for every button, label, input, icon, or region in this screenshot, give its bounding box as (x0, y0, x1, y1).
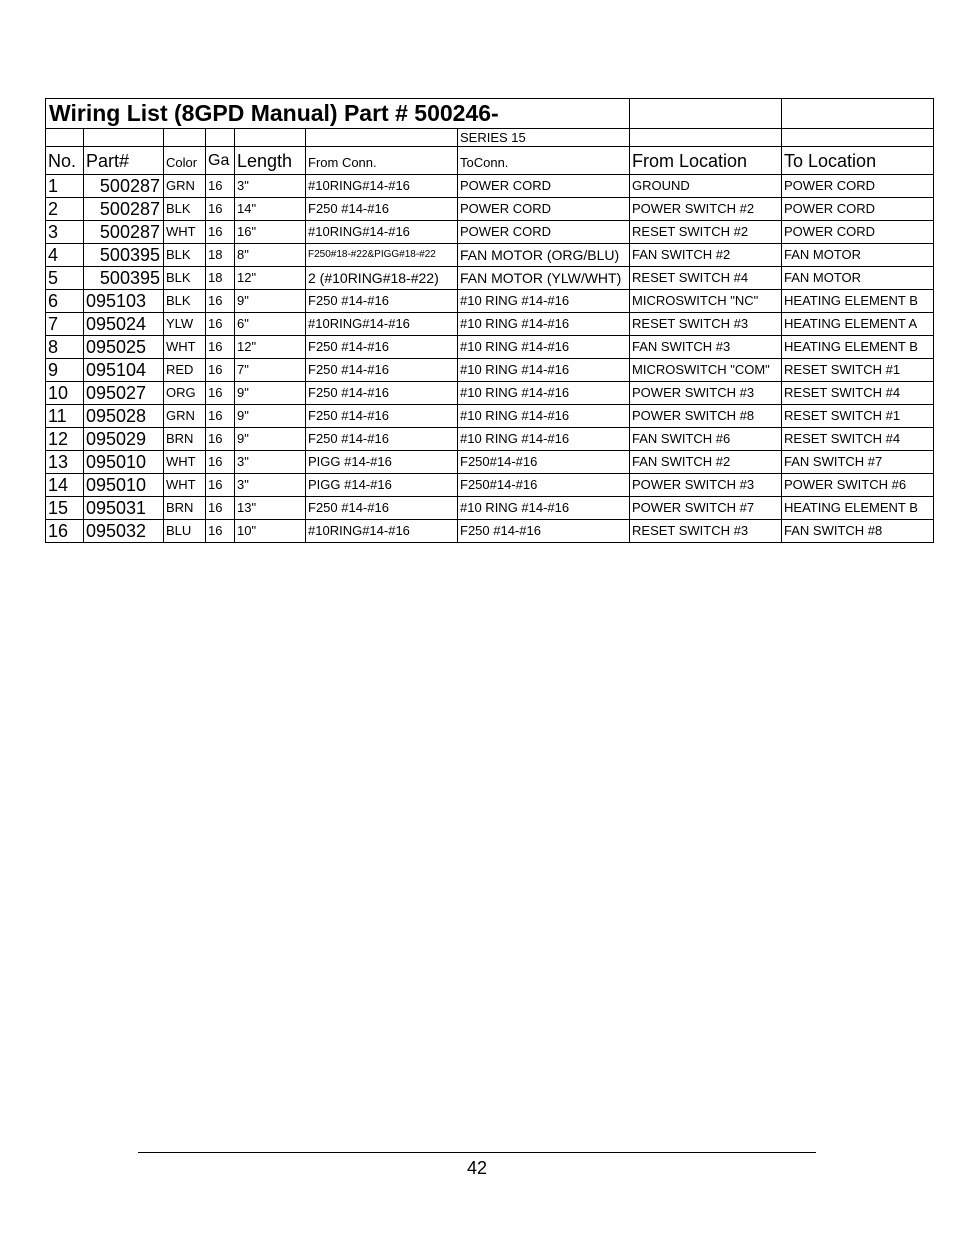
cell-no: 16 (46, 520, 84, 543)
cell-ga: 16 (206, 336, 235, 359)
table-row (46, 405, 934, 428)
wiring-list-table (45, 98, 934, 543)
table-row (46, 175, 934, 198)
cell-no: 5 (46, 267, 84, 290)
cell-length: 7" (235, 359, 306, 382)
cell-to-conn: #10 RING #14-#16 (458, 497, 630, 520)
cell-ga: 16 (206, 313, 235, 336)
cell-color: YLW (164, 313, 206, 336)
cell-color: ORG (164, 382, 206, 405)
cell-to-conn: F250#14-#16 (458, 451, 630, 474)
cell-from-location: FAN SWITCH #6 (630, 428, 782, 451)
cell-from-location: RESET SWITCH #2 (630, 221, 782, 244)
cell-to-location: FAN SWITCH #8 (782, 520, 934, 543)
cell-part: 095029 (84, 428, 164, 451)
cell-part: 095032 (84, 520, 164, 543)
cell-part: 095010 (84, 474, 164, 497)
cell-no: 3 (46, 221, 84, 244)
table-row (46, 474, 934, 497)
cell-length: 14" (235, 198, 306, 221)
cell-ga: 16 (206, 474, 235, 497)
empty-cell (164, 129, 206, 147)
cell-ga: 18 (206, 244, 235, 267)
cell-part: 095103 (84, 290, 164, 313)
cell-no: 8 (46, 336, 84, 359)
cell-no: 7 (46, 313, 84, 336)
cell-from-conn: F250 #14-#16 (306, 497, 458, 520)
cell-color: WHT (164, 221, 206, 244)
cell-from-location: MICROSWITCH "COM" (630, 359, 782, 382)
cell-length: 9" (235, 290, 306, 313)
cell-to-conn: F250#14-#16 (458, 474, 630, 497)
cell-to-location: POWER CORD (782, 175, 934, 198)
cell-from-location: MICROSWITCH "NC" (630, 290, 782, 313)
table-row (46, 451, 934, 474)
table-row (46, 382, 934, 405)
cell-part: 095024 (84, 313, 164, 336)
cell-from-location: RESET SWITCH #3 (630, 313, 782, 336)
cell-length: 10" (235, 520, 306, 543)
cell-to-conn: #10 RING #14-#16 (458, 405, 630, 428)
cell-from-conn: F250 #14-#16 (306, 198, 458, 221)
cell-ga: 16 (206, 359, 235, 382)
cell-length: 9" (235, 428, 306, 451)
empty-cell (84, 129, 164, 147)
cell-no: 1 (46, 175, 84, 198)
cell-color: WHT (164, 336, 206, 359)
cell-to-location: RESET SWITCH #1 (782, 405, 934, 428)
cell-from-conn: F250 #14-#16 (306, 336, 458, 359)
cell-to-location: HEATING ELEMENT B (782, 336, 934, 359)
cell-from-conn: F250 #14-#16 (306, 428, 458, 451)
cell-from-conn: #10RING#14-#16 (306, 175, 458, 198)
cell-from-location: POWER SWITCH #2 (630, 198, 782, 221)
cell-color: BLK (164, 267, 206, 290)
empty-cell (306, 129, 458, 147)
header-length: Length (235, 147, 306, 175)
cell-length: 13" (235, 497, 306, 520)
cell-no: 10 (46, 382, 84, 405)
cell-color: RED (164, 359, 206, 382)
cell-ga: 16 (206, 520, 235, 543)
cell-to-conn: F250 #14-#16 (458, 520, 630, 543)
header-to-location: To Location (782, 147, 934, 175)
cell-part: 500287 (84, 198, 164, 221)
table-title: Wiring List (8GPD Manual) Part # 500246- (46, 99, 630, 129)
cell-length: 9" (235, 382, 306, 405)
footer-rule (138, 1152, 816, 1153)
cell-length: 12" (235, 336, 306, 359)
table-row (46, 244, 934, 267)
cell-from-conn: F250 #14-#16 (306, 405, 458, 428)
cell-from-conn: F250 #14-#16 (306, 290, 458, 313)
cell-to-location: POWER SWITCH #6 (782, 474, 934, 497)
cell-part: 500287 (84, 221, 164, 244)
cell-to-location: POWER CORD (782, 198, 934, 221)
table-row (46, 520, 934, 543)
header-no: No. (46, 147, 84, 175)
cell-from-location: POWER SWITCH #7 (630, 497, 782, 520)
cell-color: WHT (164, 474, 206, 497)
cell-to-location: RESET SWITCH #1 (782, 359, 934, 382)
cell-ga: 16 (206, 428, 235, 451)
cell-no: 14 (46, 474, 84, 497)
cell-no: 13 (46, 451, 84, 474)
header-from-conn: From Conn. (306, 147, 458, 175)
table-row (46, 497, 934, 520)
cell-ga: 16 (206, 290, 235, 313)
cell-part: 095104 (84, 359, 164, 382)
cell-to-conn: #10 RING #14-#16 (458, 313, 630, 336)
cell-from-conn: 2 (#10RING#18-#22) (306, 267, 458, 290)
cell-length: 12" (235, 267, 306, 290)
cell-part: 500287 (84, 175, 164, 198)
cell-to-location: POWER CORD (782, 221, 934, 244)
cell-from-conn: #10RING#14-#16 (306, 313, 458, 336)
cell-color: BRN (164, 428, 206, 451)
table-row (46, 290, 934, 313)
cell-from-location: RESET SWITCH #4 (630, 267, 782, 290)
cell-to-location: HEATING ELEMENT B (782, 497, 934, 520)
cell-part: 095028 (84, 405, 164, 428)
cell-ga: 16 (206, 451, 235, 474)
cell-color: BLK (164, 244, 206, 267)
cell-ga: 16 (206, 221, 235, 244)
table-row (46, 336, 934, 359)
cell-to-location: HEATING ELEMENT B (782, 290, 934, 313)
cell-to-conn: POWER CORD (458, 175, 630, 198)
empty-cell (782, 129, 934, 147)
cell-color: GRN (164, 405, 206, 428)
cell-length: 16" (235, 221, 306, 244)
empty-cell (630, 99, 782, 129)
header-ga: Ga (206, 147, 235, 175)
cell-ga: 16 (206, 405, 235, 428)
cell-no: 9 (46, 359, 84, 382)
cell-length: 6" (235, 313, 306, 336)
empty-cell (206, 129, 235, 147)
cell-to-conn: #10 RING #14-#16 (458, 336, 630, 359)
cell-to-location: HEATING ELEMENT A (782, 313, 934, 336)
cell-from-location: POWER SWITCH #8 (630, 405, 782, 428)
cell-from-conn: PIGG #14-#16 (306, 474, 458, 497)
cell-no: 6 (46, 290, 84, 313)
cell-length: 3" (235, 175, 306, 198)
cell-from-conn: F250#18-#22&PIGG#18-#22 (306, 244, 458, 267)
header-from-location: From Location (630, 147, 782, 175)
cell-from-location: FAN SWITCH #2 (630, 451, 782, 474)
cell-color: WHT (164, 451, 206, 474)
cell-length: 3" (235, 474, 306, 497)
cell-ga: 16 (206, 198, 235, 221)
cell-length: 9" (235, 405, 306, 428)
cell-from-location: RESET SWITCH #3 (630, 520, 782, 543)
cell-to-conn: POWER CORD (458, 198, 630, 221)
cell-no: 15 (46, 497, 84, 520)
cell-ga: 18 (206, 267, 235, 290)
cell-to-conn: #10 RING #14-#16 (458, 359, 630, 382)
cell-color: BRN (164, 497, 206, 520)
cell-from-conn: #10RING#14-#16 (306, 221, 458, 244)
cell-to-conn: POWER CORD (458, 221, 630, 244)
cell-from-location: FAN SWITCH #3 (630, 336, 782, 359)
cell-from-conn: PIGG #14-#16 (306, 451, 458, 474)
page-number: 42 (466, 1158, 488, 1178)
header-part: Part# (84, 147, 164, 175)
cell-no: 12 (46, 428, 84, 451)
cell-to-location: FAN SWITCH #7 (782, 451, 934, 474)
cell-to-location: RESET SWITCH #4 (782, 382, 934, 405)
cell-no: 2 (46, 198, 84, 221)
header-row (46, 147, 934, 175)
cell-part: 095025 (84, 336, 164, 359)
table-row (46, 359, 934, 382)
empty-cell (46, 129, 84, 147)
cell-part: 500395 (84, 244, 164, 267)
series-label: SERIES 15 (458, 129, 630, 147)
cell-from-conn: F250 #14-#16 (306, 359, 458, 382)
header-to-conn: ToConn. (458, 147, 630, 175)
data-rows (46, 175, 934, 543)
cell-from-location: POWER SWITCH #3 (630, 382, 782, 405)
table-row (46, 221, 934, 244)
table-row (46, 313, 934, 336)
cell-ga: 16 (206, 175, 235, 198)
table-row (46, 198, 934, 221)
cell-ga: 16 (206, 497, 235, 520)
cell-no: 4 (46, 244, 84, 267)
cell-to-conn: FAN MOTOR (YLW/WHT) (458, 267, 630, 290)
empty-cell (630, 129, 782, 147)
cell-to-location: FAN MOTOR (782, 244, 934, 267)
header-color: Color (164, 147, 206, 175)
table-row (46, 428, 934, 451)
cell-to-conn: FAN MOTOR (ORG/BLU) (458, 244, 630, 267)
cell-from-location: GROUND (630, 175, 782, 198)
title-row (46, 99, 934, 129)
cell-color: BLU (164, 520, 206, 543)
cell-to-conn: #10 RING #14-#16 (458, 382, 630, 405)
cell-part: 500395 (84, 267, 164, 290)
cell-length: 8" (235, 244, 306, 267)
cell-color: BLK (164, 198, 206, 221)
cell-part: 095027 (84, 382, 164, 405)
cell-color: GRN (164, 175, 206, 198)
cell-to-location: FAN MOTOR (782, 267, 934, 290)
cell-from-location: FAN SWITCH #2 (630, 244, 782, 267)
cell-part: 095010 (84, 451, 164, 474)
cell-no: 11 (46, 405, 84, 428)
cell-from-conn: F250 #14-#16 (306, 382, 458, 405)
series-row (46, 129, 934, 147)
cell-from-conn: #10RING#14-#16 (306, 520, 458, 543)
table-row (46, 267, 934, 290)
empty-cell (235, 129, 306, 147)
cell-to-conn: #10 RING #14-#16 (458, 290, 630, 313)
cell-to-conn: #10 RING #14-#16 (458, 428, 630, 451)
cell-from-location: POWER SWITCH #3 (630, 474, 782, 497)
cell-ga: 16 (206, 382, 235, 405)
cell-part: 095031 (84, 497, 164, 520)
cell-to-location: RESET SWITCH #4 (782, 428, 934, 451)
empty-cell (782, 99, 934, 129)
cell-length: 3" (235, 451, 306, 474)
cell-color: BLK (164, 290, 206, 313)
